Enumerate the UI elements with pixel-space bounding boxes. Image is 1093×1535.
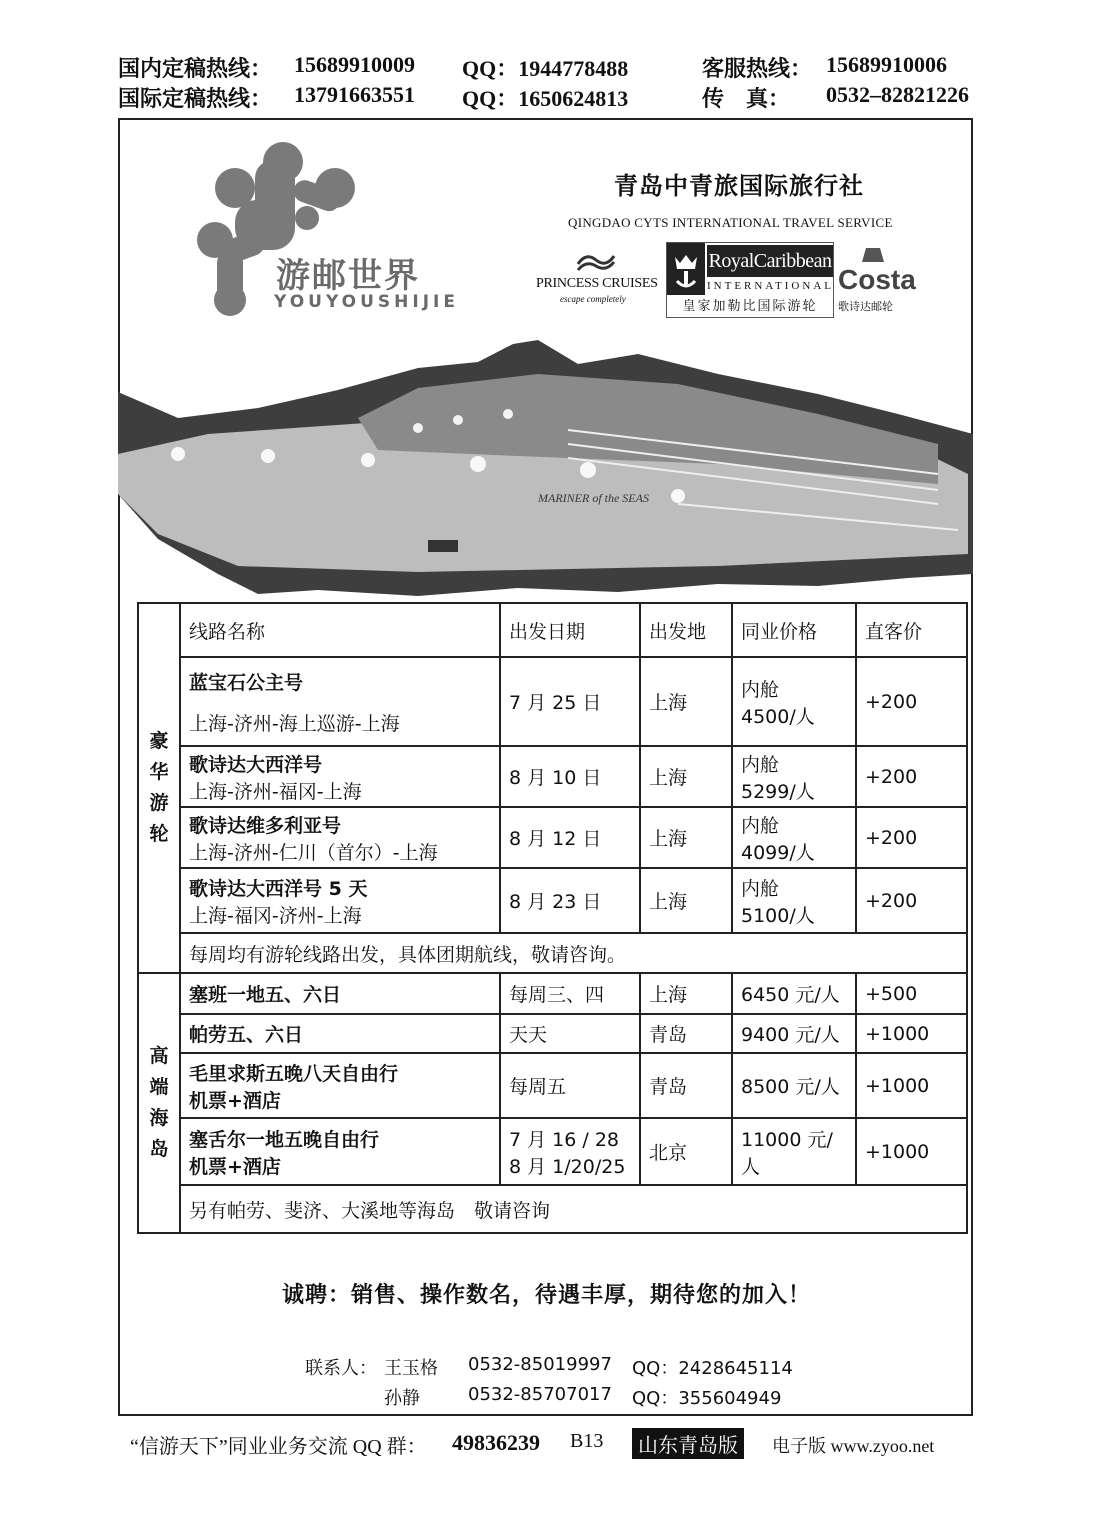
contact-qq-1: QQ：2428645114 (632, 1358, 793, 1379)
island-note-row (138, 1185, 967, 1233)
princess-name: PRINCESS CRUISES (536, 276, 658, 291)
footer (118, 1430, 973, 1458)
recruitment-notice: 诚聘：销售、操作数名，待遇丰厚，期待您的加入！ (281, 1283, 811, 1308)
logo-cn-text: 游邮世界 (276, 256, 420, 296)
princess-cruises-logo (530, 246, 662, 314)
qq-1: QQ：1944778488 (462, 56, 629, 81)
intl-hotline-phone: 13791663551 (294, 82, 415, 107)
domestic-hotline-label: 国内定稿热线： (118, 56, 273, 81)
costa-cn: 歌诗达邮轮 (838, 300, 893, 313)
contact-phone-2: 0532-85707017 (468, 1384, 612, 1405)
contact-name-2: 孙静 (384, 1388, 420, 1409)
col-header-date: 出发日期 (500, 603, 640, 657)
logo-en-text: YOUYOUSHIJIE (274, 292, 459, 312)
footer-qq-group-label: “信游天下”同业业务交流 QQ 群： (130, 1436, 427, 1458)
island-note: 另有帕劳、斐济、大溪地等海岛 敬请咨询 (180, 1185, 967, 1233)
col-header-trade-price: 同业价格 (732, 603, 856, 657)
royal-international: INTERNATIONAL (707, 280, 834, 292)
costa-logo (836, 242, 916, 316)
table-row: 塞舌尔一地五晚自由行 机票+酒店 7 月 16 / 28 8 月 1/20/25 北京 11000 元/人 +1000 (138, 1118, 967, 1185)
royal-caribbean-logo (666, 242, 834, 318)
footer-qq-group-number: 49836239 (452, 1430, 540, 1455)
table-row: 毛里求斯五晚八天自由行 机票+酒店 每周五 青岛 8500 元/人 +1000 (138, 1053, 967, 1118)
col-header-route: 线路名称 (180, 603, 500, 657)
crown-anchor-icon (667, 243, 705, 295)
cruise-note: 每周均有游轮线路出发，具体团期航线，敬请咨询。 (180, 933, 967, 973)
table-row: 歌诗达维多利亚号 上海-济州-仁川（首尔）-上海 8 月 12 日 上海 内舱 4099/人 +200 (138, 807, 967, 868)
costa-funnel-icon (858, 244, 888, 264)
costa-name: Costa (838, 264, 916, 295)
footer-website: 电子版 www.zyoo.net (772, 1436, 935, 1456)
contact-name-1: 王玉格 (384, 1358, 438, 1379)
royal-name: RoyalCaribbean (707, 245, 833, 277)
cruise-ship-photo (118, 334, 973, 602)
princess-tagline: escape completely (560, 294, 626, 304)
domestic-hotline-phone: 15689910009 (294, 52, 415, 77)
contact-phone-1: 0532-85019997 (468, 1354, 612, 1375)
ship-name-label: MARINER of the SEAS (538, 491, 649, 505)
intl-hotline-label: 国际定稿热线： (118, 86, 273, 111)
category-cruise: 豪 华 游 轮 (138, 603, 180, 973)
fax-number: 0532–82821226 (826, 82, 969, 107)
col-header-origin: 出发地 (640, 603, 732, 657)
contact-label: 联系人： (305, 1358, 377, 1379)
cruise-note-row (138, 933, 967, 973)
agency-name-cn: 青岛中青旅国际旅行社 (614, 172, 864, 200)
princess-wave-icon (576, 250, 616, 274)
table-header-row (138, 603, 967, 657)
table-row: 高 端 海 岛 塞班一地五、六日 每周三、四 上海 6450 元/人 +500 (138, 973, 967, 1014)
service-hotline-label: 客服热线： (702, 56, 813, 81)
contact-qq-2: QQ：355604949 (632, 1388, 782, 1409)
table-row: 帕劳五、六日 天天 青岛 9400 元/人 +1000 (138, 1014, 967, 1053)
royal-cn: 皇家加勒比国际游轮 (682, 299, 818, 314)
table-row: 歌诗达大西洋号 5 天 上海-福冈-济州-上海 8 月 23 日 上海 内舱 5100/人 +200 (138, 868, 967, 933)
service-hotline-phone: 15689910006 (826, 52, 947, 77)
col-header-direct-price: 直客价 (856, 603, 967, 657)
footer-edition-badge: 山东青岛版 (632, 1428, 744, 1459)
route-table (137, 602, 968, 1234)
qq-2: QQ：1650624813 (462, 86, 629, 111)
footer-page-number: B13 (570, 1430, 604, 1452)
fax-label: 传 真： (702, 86, 791, 111)
agency-name-en: QINGDAO CYTS INTERNATIONAL TRAVEL SERVICE (568, 215, 893, 230)
category-island: 高 端 海 岛 (138, 973, 180, 1233)
table-row: 歌诗达大西洋号 上海-济州-福冈-上海 8 月 10 日 上海 内舱 5299/人 +200 (138, 746, 967, 807)
table-row: 蓝宝石公主号 上海-济州-海上巡游-上海 7 月 25 日 上海 内舱 4500/人 +200 (138, 657, 967, 746)
